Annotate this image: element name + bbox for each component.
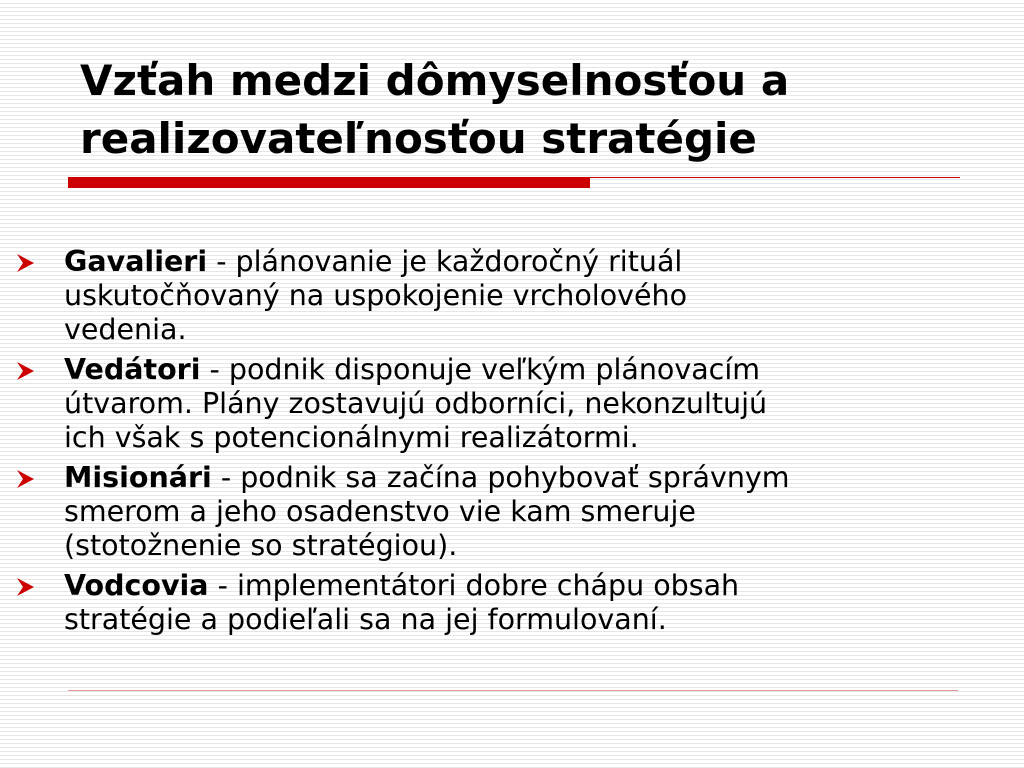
- slide-title-line-2: realizovateľnosťou stratégie: [80, 114, 757, 163]
- bullet-line: [64, 461, 1014, 495]
- bullet-term: Gavalieri: [64, 245, 208, 278]
- bullet-list: [0, 245, 1024, 643]
- bullet-item-misionari: [0, 461, 1024, 563]
- arrow-bullet-icon: [14, 576, 36, 598]
- arrow-bullet-icon: [14, 252, 36, 274]
- bullet-text: stratégie a podieľali sa na jej formulovaní.: [64, 603, 667, 636]
- slide-title: [80, 52, 980, 168]
- bullet-text: - implementátori dobre chápu obsah: [208, 569, 740, 602]
- title-underline-thin: [590, 177, 960, 178]
- bullet-item-vedatori: [0, 353, 1024, 455]
- bullet-text: ich však s potencionálnymi realizátormi.: [64, 421, 639, 454]
- bullet-item-vodcovia: [0, 569, 1024, 637]
- bullet-item-gavalieri: [0, 245, 1024, 347]
- bullet-term: Vodcovia: [64, 569, 209, 602]
- bullet-text: smerom a jeho osadenstvo vie kam smeruje: [64, 495, 696, 528]
- bullet-line: [64, 245, 1014, 279]
- bullet-line: [64, 569, 1014, 603]
- bullet-text: (stotožnenie so stratégiou).: [64, 529, 458, 562]
- bullet-text: uskutočňovaný na uspokojenie vrcholového: [64, 279, 688, 312]
- title-underline-thick: [68, 177, 590, 188]
- bullet-term: Misionári: [64, 461, 212, 494]
- bullet-text: vedenia.: [64, 313, 187, 346]
- bullet-line: [64, 353, 1014, 387]
- slide-title-line-1: Vzťah medzi dômyselnosťou a: [80, 56, 790, 105]
- bullet-text: - podnik sa začína pohybovať správnym: [211, 461, 790, 494]
- arrow-bullet-icon: [14, 468, 36, 490]
- footer-divider: [68, 690, 958, 691]
- bullet-text: - plánovanie je každoročný rituál: [207, 245, 683, 278]
- bullet-text: útvarom. Plány zostavujú odborníci, nekonzultujú: [64, 387, 768, 420]
- bullet-term: Vedátori: [64, 353, 201, 386]
- bullet-text: - podnik disponuje veľkým plánovacím: [200, 353, 761, 386]
- arrow-bullet-icon: [14, 360, 36, 382]
